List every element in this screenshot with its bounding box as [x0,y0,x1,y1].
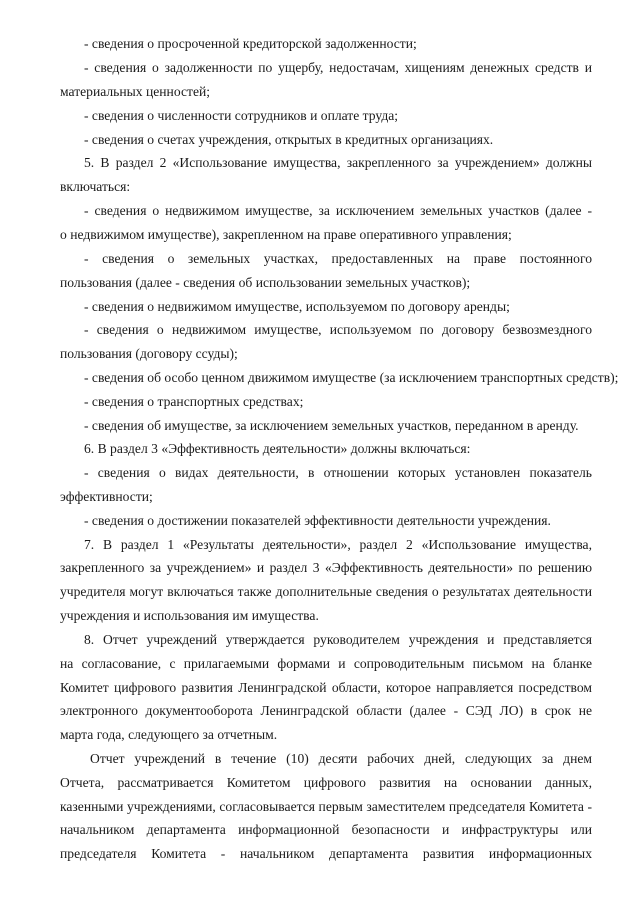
text-line: - сведения об имуществе, за исключением земельных участков, переданном в аренду. [84,418,579,433]
text-line: - сведения о просроченной кредиторской задолженности; [84,36,417,51]
text-line: казенными учреждениями, согласовывается первым заместителем председателя Комитета - [60,799,592,814]
text-line: 5. В раздел 2 «Использование имущества, закрепленного за учреждением» должны [84,155,592,170]
text-line: материальных ценностей; [60,84,211,99]
text-line: включаться: [60,179,131,194]
text-line: - сведения о недвижимом имуществе, используемом по договору аренды; [84,299,510,314]
text-line: Отчет учреждений в течение (10) десяти рабочих дней, следующих за днем [90,751,592,766]
text-line: Отчета, рассматривается Комитетом цифрового развития на основании данных, [60,775,592,790]
text-line: начальником департамента информационной безопасности и инфраструктуры или [60,822,592,837]
text-line: - сведения о численности сотрудников и оплате труда; [84,108,399,123]
text-line: - сведения о земельных участках, предоставленных на праве постоянного [84,251,592,266]
text-line: - сведения о счетах учреждения, открытых в кредитных организациях. [84,132,494,147]
text-line: о недвижимом имуществе), закрепленном на праве оперативного управления; [60,227,512,242]
text-line: учреждения и использования им имущества. [60,608,319,623]
text-line: - сведения о недвижимом имуществе, используемом по договору безвозмездного [84,322,592,337]
text-line: - сведения о недвижимом имуществе, за исключением земельных участков (далее - [84,203,592,218]
text-line: пользования (далее - сведения об использовании земельных участков); [60,275,471,290]
text-line: - сведения о задолженности по ущербу, недостачам, хищениям денежных средств и [84,60,592,75]
text-line: закрепленного за учреждением» и раздел 3 «Эффективность деятельности» по решению [60,560,592,575]
text-line: пользования (договору ссуды); [60,346,238,361]
text-line: Комитет цифрового развития Ленинградской области, которое направляется посредством [60,680,592,695]
text-line: - сведения о транспортных средствах; [84,394,304,409]
text-line: 7. В раздел 1 «Результаты деятельности», раздел 2 «Использование имущества, [84,537,592,552]
text-line: - сведения об особо ценном движимом имуществе (за исключением транспортных средств); [84,370,619,385]
text-line: эффективности; [60,489,153,504]
text-line: - сведения о видах деятельности, в отношении которых установлен показатель [84,465,592,480]
text-line: на согласование, с прилагаемыми формами и сопроводительным письмом на бланке [60,656,592,671]
text-line: председателя Комитета - начальником департамента развития информационных [60,846,592,861]
text-line: 6. В раздел 3 «Эффективность деятельности» должны включаться: [84,441,471,456]
text-line: учредителя могут включаться также дополнительные сведения о результатах деятельности [60,584,592,599]
text-line: марта года, следующего за отчетным. [60,727,278,742]
text-line: 8. Отчет учреждений утверждается руководителем учреждения и представляется [84,632,592,647]
text-line: - сведения о достижении показателей эффективности деятельности учреждения. [84,513,551,528]
text-line: электронного документооборота Ленинградской области (далее - СЭД ЛО) в срок не [60,703,592,718]
